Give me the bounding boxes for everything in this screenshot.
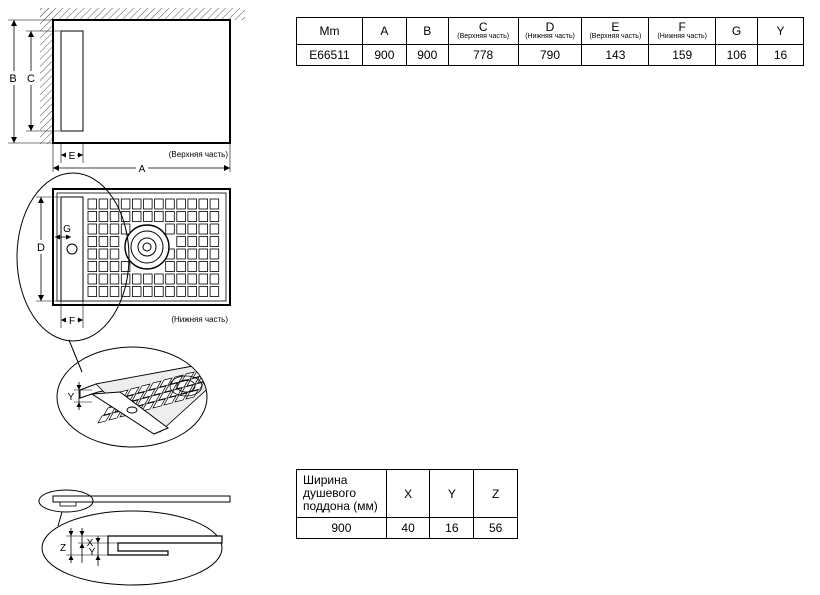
support-rib-cell [177, 199, 186, 209]
wall-hatching-left [40, 8, 53, 144]
value-cell: 40 [386, 518, 430, 539]
label-e: E [68, 151, 76, 162]
support-rib-cell [88, 237, 97, 247]
support-rib-cell [210, 287, 219, 297]
value-cell: 106 [716, 45, 758, 66]
header-cell: X [386, 470, 430, 518]
support-rib-cell [110, 287, 119, 297]
support-rib-cell [188, 237, 197, 247]
support-rib-cell [210, 212, 219, 222]
support-rib-cell [210, 224, 219, 234]
support-rib-cell [88, 287, 97, 297]
dimension-e [61, 143, 83, 163]
tray-width-table [296, 469, 518, 539]
section-profile [108, 536, 222, 555]
value-cell: 16 [430, 518, 474, 539]
support-rib-cell [166, 287, 175, 297]
label-d: D [37, 242, 45, 254]
label-y-section: Y [88, 547, 96, 558]
detail-rib-cell [98, 414, 110, 423]
support-rib-cell [188, 224, 197, 234]
support-rib-cell [199, 199, 208, 209]
support-rib-cell [110, 212, 119, 222]
header-cell: Z [474, 470, 518, 518]
support-rib-cell [132, 212, 141, 222]
header-cell: C (Верхняя часть) [448, 18, 518, 45]
support-rib-cell [188, 199, 197, 209]
tray-side-profile [53, 496, 230, 502]
support-rib-cell [88, 262, 97, 272]
support-rib-cell [166, 212, 175, 222]
support-rib-cell [99, 249, 108, 259]
support-rib-cell [199, 262, 208, 272]
value-cell: 900 [297, 518, 387, 539]
support-rib-cell [88, 249, 97, 259]
table-header-row [297, 18, 804, 45]
value-cell: 900 [406, 45, 448, 66]
support-rib-cell [110, 237, 119, 247]
header-cell: G [716, 18, 758, 45]
support-rib-cell [110, 274, 119, 284]
support-rib-cell [99, 287, 108, 297]
table-row [297, 45, 804, 66]
side-section [39, 490, 230, 585]
support-rib-cell [199, 249, 208, 259]
section-detail-ellipse [42, 511, 222, 585]
support-rib-cell [166, 224, 175, 234]
header-cell: F (Нижняя часть) [649, 18, 716, 45]
value-cell: 143 [582, 45, 649, 66]
value-cell: 790 [518, 45, 582, 66]
support-rib-cell [210, 199, 219, 209]
bottom-view [17, 173, 230, 372]
label-z: Z [59, 543, 67, 554]
dimension-a [53, 143, 230, 175]
support-rib-cell [177, 287, 186, 297]
value-cell: 778 [448, 45, 518, 66]
value-cell: 16 [758, 45, 804, 66]
support-rib-cell [199, 237, 208, 247]
support-rib-cell [99, 199, 108, 209]
table-header-row [297, 470, 518, 518]
support-rib-cell [210, 262, 219, 272]
support-rib-cell [132, 274, 141, 284]
bottom-view-caption: (Нижняя часть) [171, 315, 228, 324]
support-rib-cell [155, 287, 164, 297]
wall-hatching-top [40, 8, 245, 20]
header-cell: Mm [297, 18, 363, 45]
label-g: G [63, 224, 71, 235]
support-rib-cell [155, 212, 164, 222]
support-rib-cell [155, 199, 164, 209]
header-cell: D (Нижняя часть) [518, 18, 582, 45]
support-rib-cell [188, 262, 197, 272]
value-cell: 56 [474, 518, 518, 539]
value-cell: 900 [362, 45, 406, 66]
support-rib-cell [110, 249, 119, 259]
support-rib-cell [99, 237, 108, 247]
support-rib-cell [166, 262, 175, 272]
dimension-z [60, 528, 108, 563]
central-drain [125, 225, 169, 269]
support-rib-cell [121, 199, 130, 209]
support-rib-cell [199, 274, 208, 284]
support-rib-cell [177, 237, 186, 247]
label-f: F [68, 316, 76, 327]
support-rib-cell [210, 237, 219, 247]
support-rib-cell [188, 287, 197, 297]
outlet-hole [67, 244, 77, 254]
label-y-detail: Y [67, 392, 75, 403]
top-view-caption: (Верхняя часть) [168, 150, 228, 159]
model-cell: E66511 [297, 45, 363, 66]
support-rib-cell [99, 212, 108, 222]
label-x: X [86, 538, 94, 549]
support-rib-cell [144, 287, 153, 297]
support-rib-cell [188, 274, 197, 284]
label-c: C [27, 73, 35, 85]
support-rib-cell [199, 224, 208, 234]
support-rib-cell [166, 274, 175, 284]
top-view [6, 8, 245, 175]
support-rib-cell [144, 199, 153, 209]
label-b: B [9, 73, 17, 85]
drain-channel [61, 31, 83, 131]
support-rib-cell [210, 249, 219, 259]
support-rib-cell [121, 274, 130, 284]
perspective-detail [57, 347, 216, 447]
support-rib-cell [132, 287, 141, 297]
support-rib-cell [188, 212, 197, 222]
support-rib-cell [88, 212, 97, 222]
support-rib-cell [88, 199, 97, 209]
support-rib-cell [199, 287, 208, 297]
support-rib-cell [188, 249, 197, 259]
header-cell: Y [430, 470, 474, 518]
support-rib-cell [177, 249, 186, 259]
support-rib-cell [99, 262, 108, 272]
support-rib-cell [88, 274, 97, 284]
support-rib-cell [177, 212, 186, 222]
support-rib-cell [110, 224, 119, 234]
support-rib-cell [110, 262, 119, 272]
support-rib-cell [166, 199, 175, 209]
support-rib-cell [144, 212, 153, 222]
support-rib-cell [177, 274, 186, 284]
dimensions-table [296, 17, 804, 66]
header-cell: A [362, 18, 406, 45]
value-cell: 159 [649, 45, 716, 66]
label-a: A [138, 164, 146, 175]
support-rib-cell [177, 262, 186, 272]
support-rib-cell [177, 224, 186, 234]
support-rib-cell [199, 212, 208, 222]
table-row [297, 518, 518, 539]
header-cell: Y [758, 18, 804, 45]
header-cell: B [406, 18, 448, 45]
header-cell: Ширина душевого поддона (мм) [297, 470, 387, 518]
header-cell: E (Верхняя часть) [582, 18, 649, 45]
support-rib-cell [132, 199, 141, 209]
support-rib-cell [99, 274, 108, 284]
support-rib-cell [144, 274, 153, 284]
detail-rib-cell [204, 366, 216, 375]
support-rib-cell [88, 224, 97, 234]
support-rib-cell [210, 274, 219, 284]
support-rib-cell [155, 274, 164, 284]
support-rib-cell [99, 224, 108, 234]
